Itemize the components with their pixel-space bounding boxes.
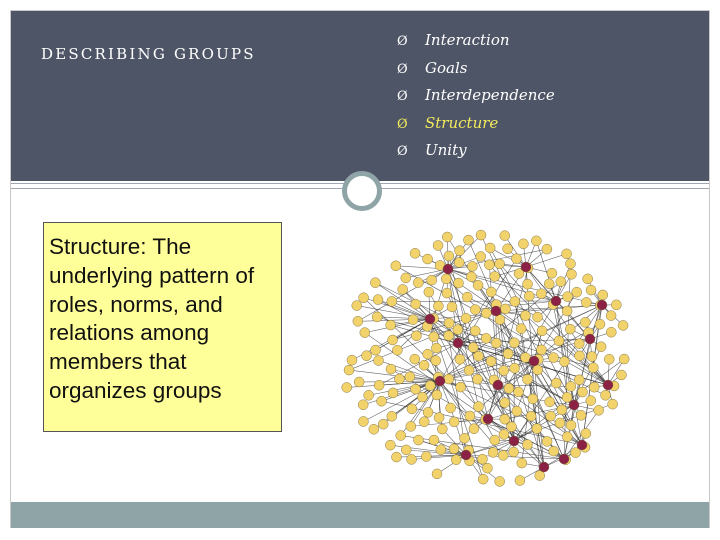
- member-node: [455, 354, 465, 364]
- member-node: [461, 313, 471, 323]
- member-node: [469, 424, 479, 434]
- member-node: [611, 300, 621, 310]
- member-node: [468, 342, 478, 352]
- member-node: [566, 269, 576, 279]
- member-node: [576, 410, 586, 420]
- hub-node: [585, 334, 595, 344]
- member-node: [526, 411, 536, 421]
- hub-node: [453, 338, 463, 348]
- hub-node: [551, 296, 561, 306]
- member-node: [572, 287, 582, 297]
- hub-node: [569, 400, 579, 410]
- member-node: [444, 331, 454, 341]
- topic-label: Interdependence: [425, 86, 555, 104]
- topic-label: Goals: [425, 58, 468, 77]
- member-node: [372, 312, 382, 322]
- member-node: [373, 295, 383, 305]
- hub-node: [493, 380, 503, 390]
- topic-label: Structure: [425, 113, 499, 132]
- member-node: [423, 407, 433, 417]
- member-node: [481, 333, 491, 343]
- member-node: [467, 261, 477, 271]
- member-node: [499, 429, 509, 439]
- member-node: [517, 458, 527, 468]
- member-node: [589, 382, 599, 392]
- hub-node: [597, 300, 607, 310]
- member-node: [465, 411, 475, 421]
- member-node: [344, 365, 354, 375]
- member-node: [522, 374, 532, 384]
- member-node: [523, 279, 533, 289]
- member-node: [574, 339, 584, 349]
- member-node: [436, 445, 446, 455]
- hub-node: [559, 454, 569, 464]
- member-node: [557, 405, 567, 415]
- topic-item-unity: [397, 137, 555, 165]
- member-node: [500, 414, 510, 424]
- member-node: [446, 403, 456, 413]
- member-node: [342, 382, 352, 392]
- member-node: [510, 363, 520, 373]
- member-node: [562, 392, 572, 402]
- member-node: [499, 366, 509, 376]
- topic-list: [397, 27, 555, 165]
- member-node: [411, 384, 421, 394]
- member-node: [485, 243, 495, 253]
- member-node: [354, 377, 364, 387]
- member-node: [566, 420, 576, 430]
- member-node: [401, 273, 411, 283]
- member-node: [392, 452, 402, 462]
- member-node: [598, 290, 608, 300]
- member-node: [377, 396, 387, 406]
- member-node: [554, 336, 564, 346]
- member-node: [419, 360, 429, 370]
- member-node: [394, 374, 404, 384]
- member-node: [618, 320, 628, 330]
- member-node: [358, 400, 368, 410]
- member-node: [507, 422, 517, 432]
- member-node: [544, 279, 554, 289]
- member-node: [551, 378, 561, 388]
- member-node: [476, 230, 486, 240]
- member-node: [444, 318, 454, 328]
- member-node: [522, 440, 532, 450]
- topic-item-interdependence: [397, 82, 555, 110]
- member-node: [362, 351, 372, 361]
- member-node: [432, 390, 442, 400]
- member-node: [419, 417, 429, 427]
- member-node: [358, 416, 368, 426]
- member-node: [546, 411, 556, 421]
- member-node: [347, 355, 357, 365]
- member-node: [370, 278, 380, 288]
- member-node: [524, 291, 534, 301]
- member-node: [555, 418, 565, 428]
- member-node: [386, 364, 396, 374]
- member-node: [442, 232, 452, 242]
- member-node: [509, 338, 519, 348]
- member-node: [536, 289, 546, 299]
- member-node: [495, 476, 505, 486]
- member-node: [444, 251, 454, 261]
- member-node: [391, 261, 401, 271]
- member-node: [578, 387, 588, 397]
- member-node: [536, 345, 546, 355]
- member-node: [563, 292, 573, 302]
- member-node: [565, 259, 575, 269]
- member-node: [566, 381, 576, 391]
- member-node: [431, 343, 441, 353]
- member-node: [606, 327, 616, 337]
- member-node: [407, 404, 417, 414]
- member-node: [619, 354, 629, 364]
- member-node: [520, 311, 530, 321]
- member-node: [532, 424, 542, 434]
- member-node: [542, 244, 552, 254]
- member-node: [456, 382, 466, 392]
- member-node: [454, 257, 464, 267]
- member-node: [601, 390, 611, 400]
- member-node: [423, 349, 433, 359]
- member-node: [359, 293, 369, 303]
- member-node: [481, 308, 491, 318]
- member-node: [580, 317, 590, 327]
- member-node: [371, 345, 381, 355]
- member-node: [509, 447, 519, 457]
- member-node: [604, 354, 614, 364]
- member-node: [378, 419, 388, 429]
- member-node: [562, 306, 572, 316]
- member-node: [411, 299, 421, 309]
- member-node: [352, 301, 362, 311]
- member-node: [587, 352, 597, 362]
- member-node: [594, 405, 604, 415]
- member-node: [510, 296, 520, 306]
- hub-node: [529, 356, 539, 366]
- member-node: [490, 435, 500, 445]
- member-node: [473, 280, 483, 290]
- member-node: [374, 356, 384, 366]
- footer-bar: [11, 502, 709, 528]
- member-node: [407, 454, 417, 464]
- member-node: [411, 331, 421, 341]
- network-graph-image: [338, 209, 634, 491]
- member-node: [444, 374, 454, 384]
- member-node: [410, 248, 420, 258]
- member-node: [545, 397, 555, 407]
- member-node: [433, 301, 443, 311]
- member-node: [503, 244, 513, 254]
- member-node: [374, 380, 384, 390]
- member-node: [453, 278, 463, 288]
- member-node: [556, 277, 566, 287]
- hub-node: [577, 440, 587, 450]
- arrow-bullet-icon: Ø: [397, 89, 408, 104]
- member-node: [562, 249, 572, 259]
- member-node: [547, 268, 557, 278]
- member-node: [470, 305, 480, 315]
- hub-node: [461, 450, 471, 460]
- member-node: [466, 272, 476, 282]
- member-node: [533, 312, 543, 322]
- member-node: [565, 324, 575, 334]
- member-node: [575, 351, 585, 361]
- member-node: [581, 428, 591, 438]
- member-node: [559, 357, 569, 367]
- member-node: [616, 370, 626, 380]
- member-node: [433, 240, 443, 250]
- arrow-bullet-icon: Ø: [397, 116, 408, 132]
- member-node: [482, 463, 492, 473]
- member-node: [360, 328, 370, 338]
- member-node: [486, 287, 496, 297]
- member-node: [401, 445, 411, 455]
- member-node: [490, 271, 500, 281]
- topic-item-structure: [397, 110, 555, 138]
- member-node: [385, 440, 395, 450]
- topic-label: Interaction: [425, 31, 510, 49]
- member-node: [537, 326, 547, 336]
- member-node: [388, 388, 398, 398]
- member-node: [515, 475, 525, 485]
- member-node: [513, 387, 523, 397]
- topic-label: Unity: [425, 141, 467, 159]
- member-node: [369, 424, 379, 434]
- member-node: [387, 411, 397, 421]
- hub-node: [443, 264, 453, 274]
- member-node: [421, 452, 431, 462]
- member-node: [442, 288, 452, 298]
- member-node: [533, 365, 543, 375]
- member-node: [410, 354, 420, 364]
- member-node: [396, 431, 406, 441]
- member-node: [364, 390, 374, 400]
- member-node: [503, 349, 513, 359]
- member-node: [542, 436, 552, 446]
- member-node: [588, 363, 598, 373]
- member-node: [408, 315, 418, 325]
- member-node: [388, 335, 398, 345]
- member-node: [488, 447, 498, 457]
- member-node: [495, 259, 505, 269]
- member-node: [574, 375, 584, 385]
- member-node: [427, 275, 437, 285]
- member-node: [478, 474, 488, 484]
- member-node: [500, 231, 510, 241]
- member-node: [608, 399, 618, 409]
- hub-node: [521, 262, 531, 272]
- member-node: [504, 383, 514, 393]
- member-node: [455, 246, 465, 256]
- member-node: [451, 455, 461, 465]
- member-node: [464, 365, 474, 375]
- member-node: [470, 326, 480, 336]
- member-node: [500, 398, 510, 408]
- member-node: [392, 345, 402, 355]
- member-node: [417, 392, 427, 402]
- member-node: [606, 311, 616, 321]
- member-node: [424, 287, 434, 297]
- member-node: [386, 320, 396, 330]
- member-node: [437, 424, 447, 434]
- member-node: [405, 372, 415, 382]
- arrow-bullet-icon: Ø: [397, 144, 408, 159]
- member-node: [477, 454, 487, 464]
- member-node: [528, 394, 538, 404]
- member-node: [425, 381, 435, 391]
- member-node: [516, 324, 526, 334]
- slide: [10, 10, 710, 528]
- member-node: [473, 402, 483, 412]
- arrow-bullet-icon: Ø: [397, 34, 408, 49]
- member-node: [531, 236, 541, 246]
- member-node: [460, 433, 470, 443]
- member-node: [423, 254, 433, 264]
- hub-node: [425, 314, 435, 324]
- member-node: [586, 285, 596, 295]
- member-node: [431, 356, 441, 366]
- member-node: [596, 342, 606, 352]
- member-node: [484, 260, 494, 270]
- member-node: [511, 254, 521, 264]
- member-node: [512, 406, 522, 416]
- member-node: [595, 319, 605, 329]
- member-node: [518, 239, 528, 249]
- member-node: [447, 302, 457, 312]
- member-node: [434, 413, 444, 423]
- member-node: [583, 274, 593, 284]
- member-node: [586, 396, 596, 406]
- arrow-bullet-icon: Ø: [397, 61, 408, 77]
- member-node: [441, 274, 451, 284]
- member-node: [549, 353, 559, 363]
- hub-node: [509, 436, 519, 446]
- member-node: [473, 374, 483, 384]
- hub-node: [603, 380, 613, 390]
- member-node: [463, 235, 473, 245]
- member-node: [449, 444, 459, 454]
- member-node: [562, 432, 572, 442]
- member-node: [462, 292, 472, 302]
- hub-node: [435, 376, 445, 386]
- topic-item-interaction: [397, 27, 555, 55]
- member-node: [406, 421, 416, 431]
- definition-box: Structure: The underlying pattern of roles, norms, and relations among members that organizes groups: [43, 222, 282, 432]
- slide-title: DESCRIBING GROUPS: [41, 45, 256, 63]
- hub-node: [491, 306, 501, 316]
- member-node: [549, 446, 559, 456]
- member-node: [500, 304, 510, 314]
- topic-item-goals: [397, 55, 555, 83]
- member-node: [476, 251, 486, 261]
- circle-ornament-icon: [342, 171, 382, 211]
- member-node: [491, 338, 501, 348]
- member-node: [398, 284, 408, 294]
- title-bar: [11, 11, 709, 181]
- member-node: [581, 297, 591, 307]
- member-node: [413, 435, 423, 445]
- member-node: [432, 469, 442, 479]
- hub-node: [539, 462, 549, 472]
- member-node: [449, 417, 459, 427]
- member-node: [486, 356, 496, 366]
- member-node: [498, 450, 508, 460]
- member-node: [413, 278, 423, 288]
- member-node: [453, 325, 463, 335]
- member-node: [387, 296, 397, 306]
- member-node: [353, 316, 363, 326]
- member-node: [429, 435, 439, 445]
- member-node: [473, 351, 483, 361]
- hub-node: [483, 414, 493, 424]
- member-node: [429, 332, 439, 342]
